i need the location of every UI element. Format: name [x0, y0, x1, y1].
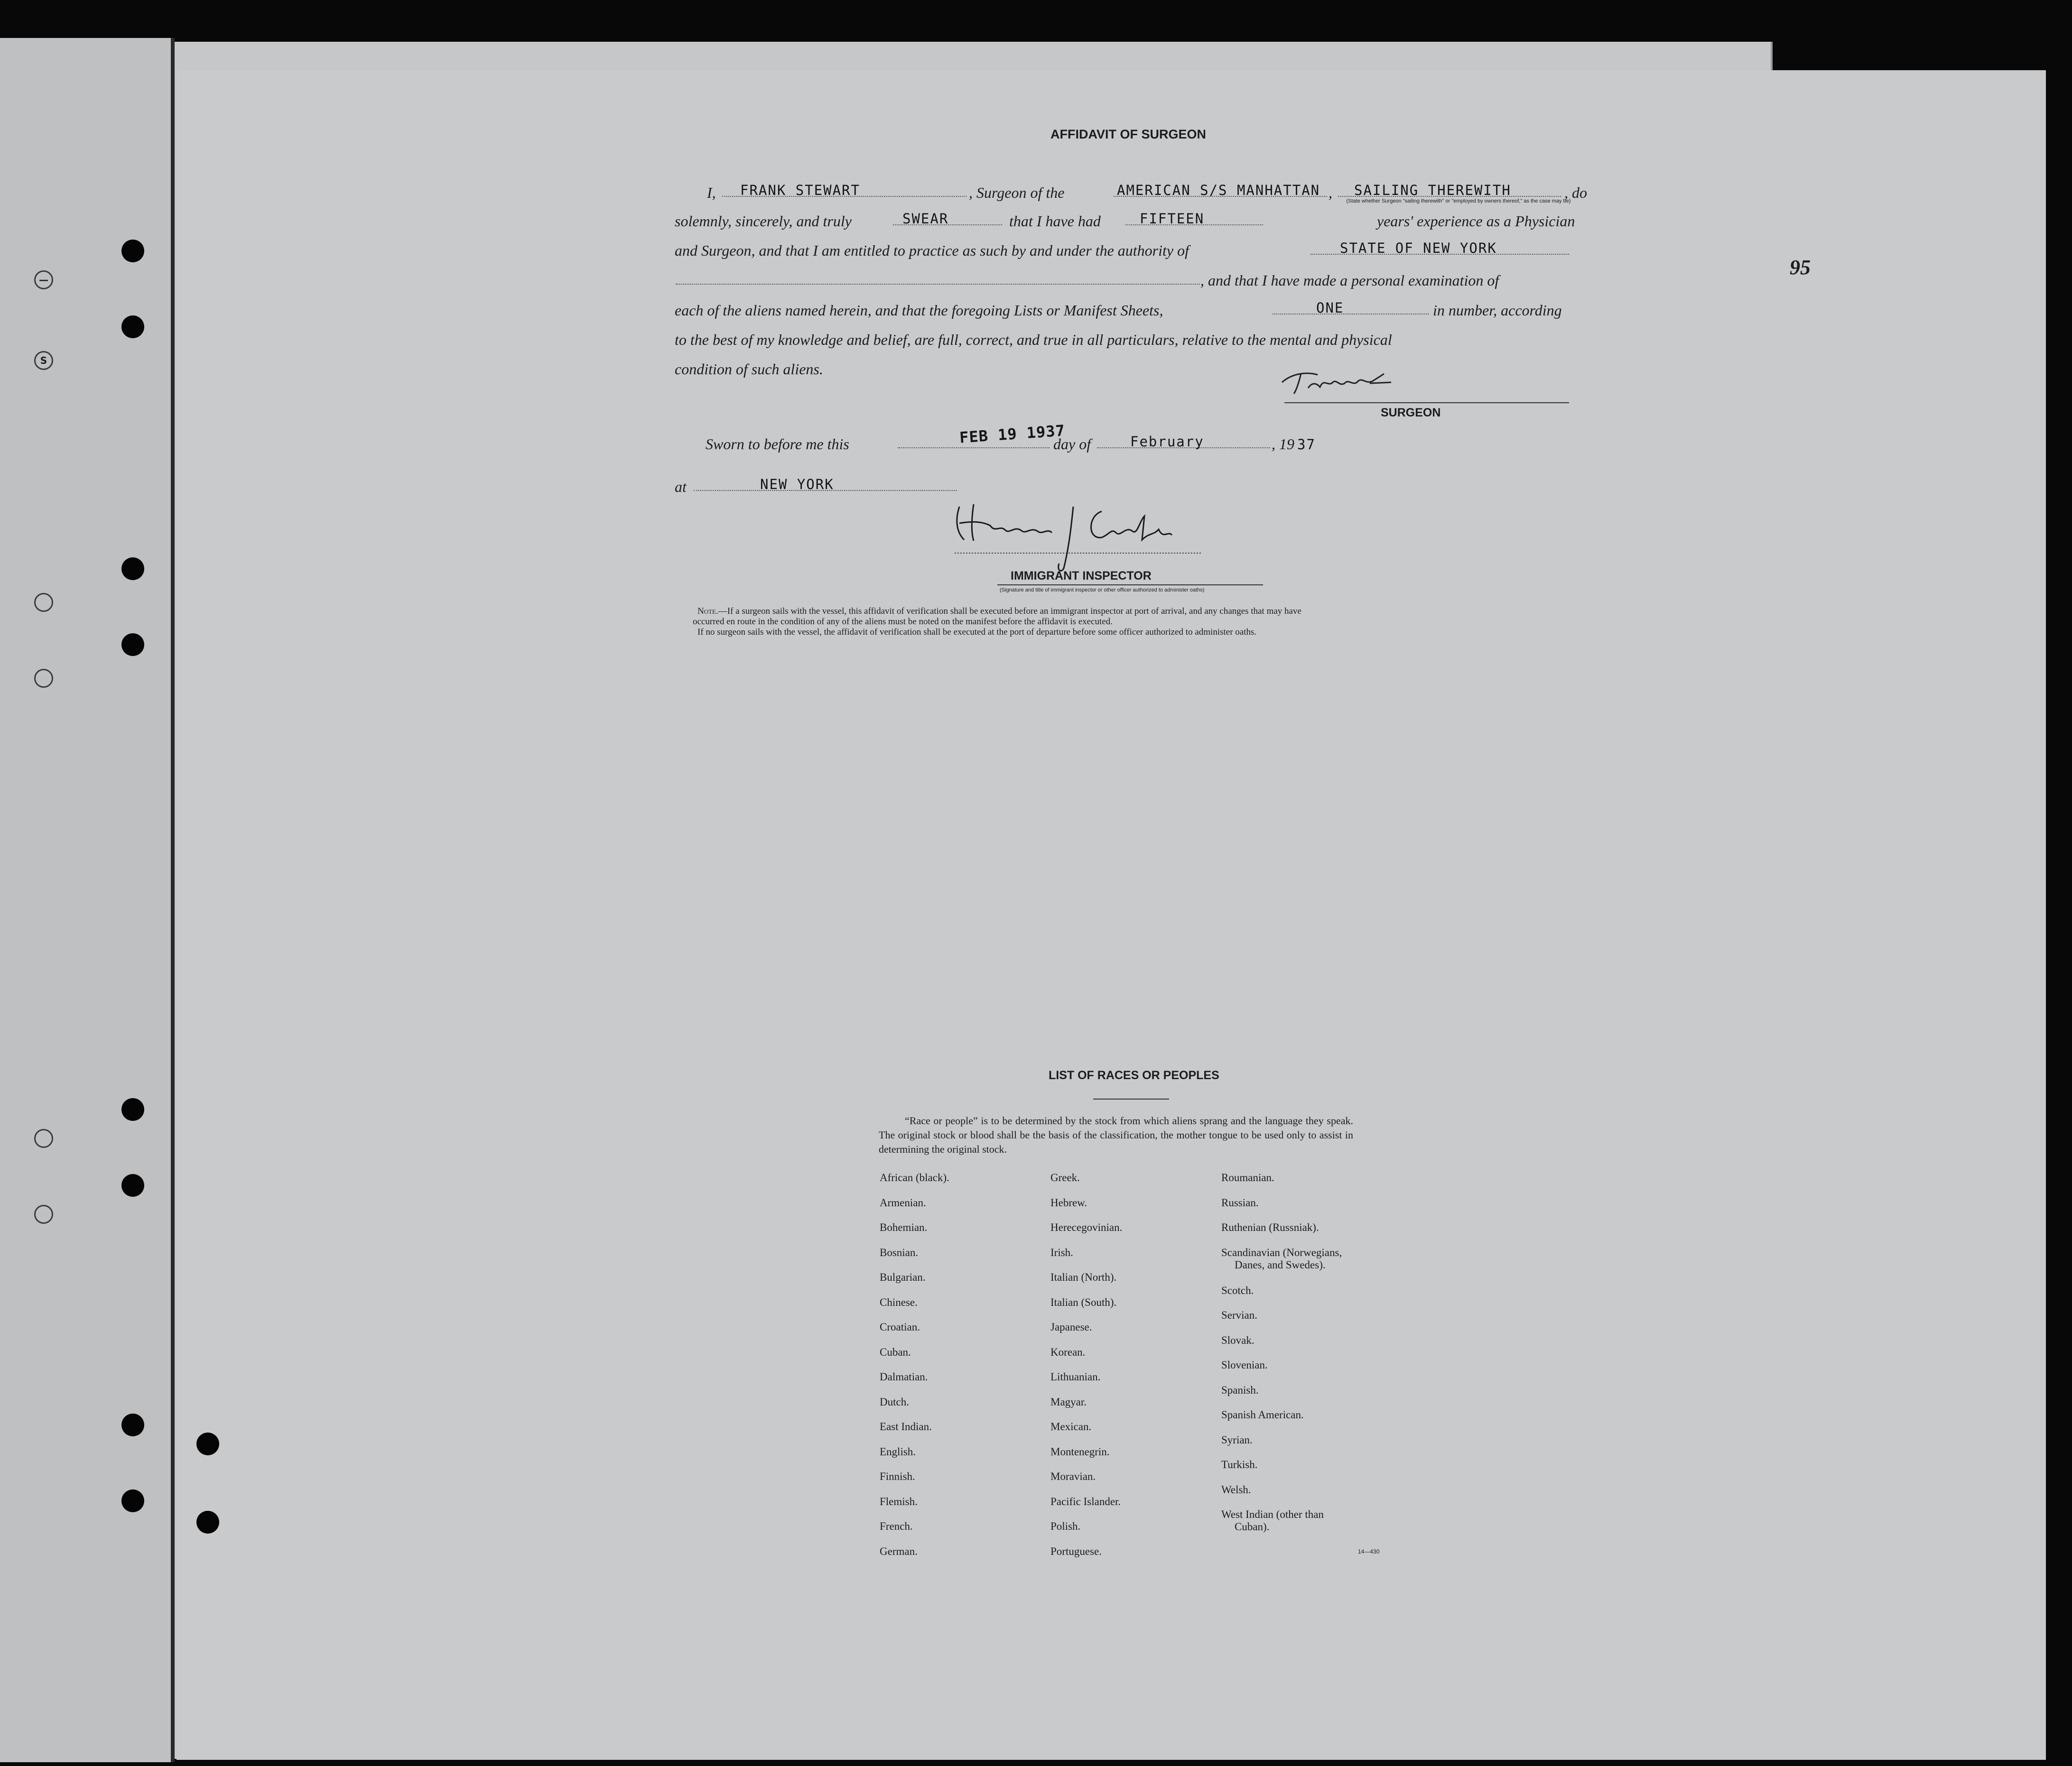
inspector-title: IMMIGRANT INSPECTOR: [1011, 569, 1152, 583]
text-year-prefix: , 19: [1272, 435, 1294, 453]
race-item: Italian (South).: [1050, 1296, 1117, 1308]
note-line-3: If no surgeon sails with the vessel, the affidavit of verification shall be executed at the port of departure before some officer authorized to administer oaths.: [697, 627, 1257, 637]
surgeon-label: SURGEON: [1381, 406, 1441, 419]
race-item: Slovak.: [1221, 1334, 1254, 1346]
race-item: Welsh.: [1221, 1483, 1251, 1496]
oath: SWEAR: [902, 211, 949, 227]
note-text-1: —If a surgeon sails with the vessel, this affidavit of verification shall be executed before an immigrant inspector at port of arrival, and any changes that may have: [718, 606, 1301, 616]
text-examination: , and that I have made a personal examination of: [1200, 272, 1499, 289]
fill-line: [676, 284, 1200, 285]
inspector-caption: (Signature and title of immigrant inspector or other officer authorized to administer oaths): [1000, 587, 1205, 593]
race-item: Dutch.: [880, 1396, 909, 1408]
text-and-surgeon: and Surgeon, and that I am entitled to practice as such by and under the authority of: [675, 242, 1189, 259]
page-number: 95: [1790, 256, 1811, 279]
race-item: Irish.: [1050, 1246, 1073, 1258]
punch-hole: [196, 1433, 219, 1455]
punch-hole: [121, 240, 144, 262]
race-item: Roumanian.: [1221, 1172, 1274, 1183]
text-condition: condition of such aliens.: [675, 361, 823, 378]
inspector-signature: [945, 488, 1211, 578]
race-item: French.: [880, 1520, 913, 1532]
date-stamp: FEB 19 1937: [958, 421, 1066, 447]
text-sworn: Sworn to before me this: [706, 435, 849, 453]
punch-hole: [121, 633, 144, 656]
race-item: Pacific Islander.: [1050, 1495, 1121, 1507]
punch-hole: [121, 315, 144, 338]
race-item: Ruthenian (Russniak).: [1221, 1221, 1319, 1233]
race-item: Croatian.: [880, 1321, 920, 1333]
signature-line: [1284, 402, 1569, 403]
vessel-name: AMERICAN S/S MANHATTAN: [1117, 182, 1320, 198]
title-rule: [1093, 1099, 1169, 1100]
race-item: Magyar.: [1050, 1396, 1087, 1408]
punch-hole: [121, 1489, 144, 1512]
race-item: English.: [880, 1445, 916, 1458]
inspector-line: [997, 584, 1263, 585]
text-in-number: in number, according: [1433, 302, 1562, 319]
race-item: Polish.: [1050, 1520, 1081, 1532]
surgeon-signature: [1273, 364, 1429, 402]
race-item: Finnish.: [880, 1470, 915, 1482]
sworn-month: February: [1130, 434, 1204, 450]
race-item: Japanese.: [1050, 1321, 1092, 1333]
race-item: Turkish.: [1221, 1459, 1258, 1470]
race-item: Moravian.: [1050, 1470, 1096, 1482]
text-lead: I,: [707, 184, 716, 201]
text-knowledge: to the best of my knowledge and belief, are full, correct, and true in all particulars, relative to the mental and physical: [675, 331, 1392, 348]
fill-line: [898, 447, 1050, 448]
text-at: at: [675, 478, 687, 495]
race-item: Korean.: [1050, 1346, 1086, 1358]
race-item: Montenegrin.: [1050, 1445, 1110, 1458]
authority: STATE OF NEW YORK: [1340, 240, 1497, 256]
text-day-of: day of: [1053, 435, 1091, 453]
text-solemnly: solemnly, sincerely, and truly: [675, 213, 852, 230]
punch-hole: [196, 1511, 219, 1534]
years: FIFTEEN: [1140, 211, 1205, 227]
text-each-alien: each of the aliens named herein, and that the foregoing Lists or Manifest Sheets,: [675, 302, 1163, 319]
race-item: Scotch.: [1221, 1284, 1254, 1296]
punch-hole: [121, 557, 144, 580]
races-title: LIST OF RACES OR PEOPLES: [1049, 1069, 1219, 1082]
sheets-count: ONE: [1316, 300, 1344, 316]
race-item: Mexican.: [1050, 1421, 1092, 1433]
race-item: Spanish.: [1221, 1384, 1259, 1396]
punch-hole: [121, 1098, 144, 1121]
sailing-caption: (State whether Surgeon "sailing therewith" or "employed by owners thereof," as the case may be): [1346, 198, 1571, 204]
races-intro: “Race or people” is to be determined by the stock from which aliens sprang and the language they speak. The original stock or blood shall be the basis of the classification, the mother tongue to be used only to assist in determining the original stock.: [879, 1115, 1353, 1155]
race-item: Cuban.: [880, 1346, 911, 1358]
race-item: African (black).: [880, 1172, 949, 1183]
race-item: Dalmatian.: [880, 1371, 928, 1383]
text-surgeon-of: , Surgeon of the: [969, 184, 1065, 201]
race-item: Lithuanian.: [1050, 1371, 1101, 1383]
race-item: Armenian.: [880, 1196, 926, 1209]
text-that-had: that I have had: [1009, 213, 1101, 230]
sailing-status: SAILING THEREWITH: [1354, 182, 1511, 198]
note-label: Note.: [697, 606, 718, 616]
note-line-2: occurred en route in the condition of any of the aliens must be noted on the manifest before the affidavit is executed.: [693, 617, 1113, 627]
form-number: 14—430: [1358, 1548, 1380, 1555]
note-line-1: [697, 606, 1301, 617]
manifest-page: [177, 70, 2046, 1760]
affidavit-title: AFFIDAVIT OF SURGEON: [1050, 127, 1206, 141]
race-item: Scandinavian (Norwegians, Danes, and Swedes).: [1221, 1246, 1342, 1271]
binder-ring-s: S: [34, 351, 53, 370]
race-item: East Indian.: [880, 1421, 932, 1433]
race-item: Chinese.: [880, 1296, 918, 1308]
race-item: Italian (North).: [1050, 1271, 1117, 1283]
race-item: Greek.: [1050, 1172, 1080, 1183]
surgeon-name: FRANK STEWART: [740, 182, 860, 198]
binder-ring: —: [34, 270, 53, 289]
punch-hole: [121, 1414, 144, 1436]
race-item: Syrian.: [1221, 1433, 1253, 1446]
binder-ring: [34, 593, 53, 612]
race-item: West Indian (other than Cuban).: [1221, 1508, 1324, 1533]
place: NEW YORK: [760, 476, 834, 492]
race-item: Herecegovinian.: [1050, 1221, 1123, 1233]
race-item: Bosnian.: [880, 1246, 919, 1258]
race-item: Bulgarian.: [880, 1271, 926, 1283]
race-item: Bohemian.: [880, 1221, 928, 1233]
binder-ring: [34, 1205, 53, 1224]
binder-strip: [0, 38, 175, 1762]
race-item: Flemish.: [880, 1495, 918, 1507]
race-item: Portuguese.: [1050, 1545, 1102, 1557]
comma: ,: [1329, 184, 1332, 201]
race-item: Russian.: [1221, 1196, 1259, 1209]
sworn-year: 37: [1297, 436, 1316, 453]
race-item: German.: [880, 1545, 918, 1557]
binder-ring: [34, 1129, 53, 1148]
race-item: Spanish American.: [1221, 1409, 1304, 1421]
race-item: Hebrew.: [1050, 1196, 1087, 1209]
race-item: Servian.: [1221, 1309, 1258, 1321]
race-item: Slovenian.: [1221, 1359, 1268, 1371]
binder-ring: [34, 669, 53, 688]
text-do: , do: [1564, 184, 1587, 201]
text-years-exp: years' experience as a Physician: [1377, 213, 1575, 230]
punch-hole: [121, 1174, 144, 1197]
